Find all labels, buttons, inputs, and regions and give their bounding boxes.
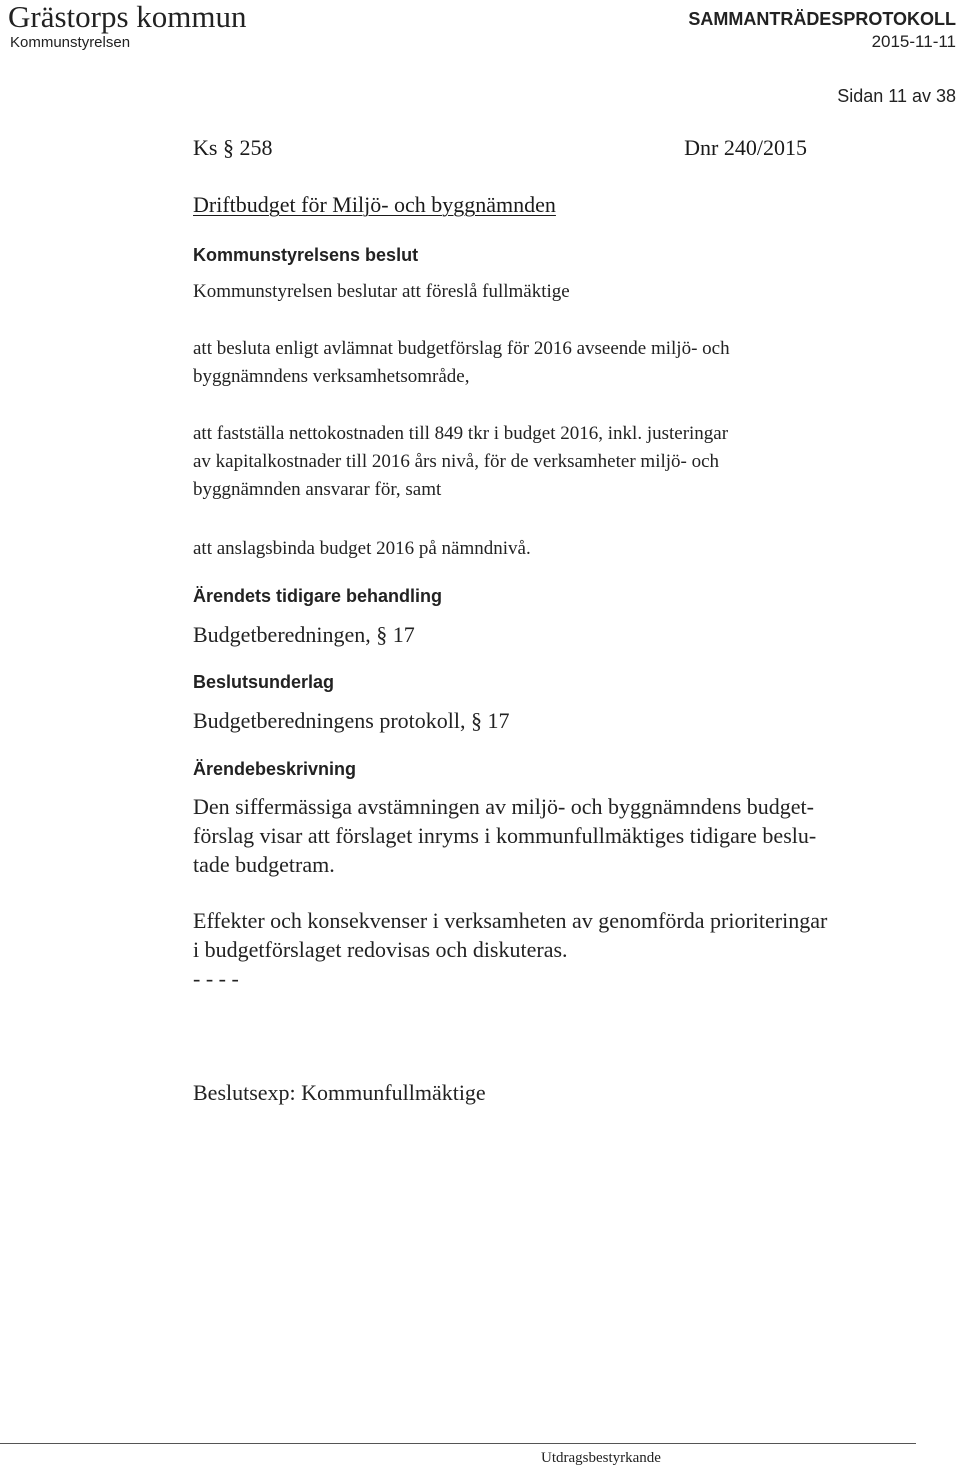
- case-number: Ks § 258: [193, 135, 273, 160]
- decision-item-line: byggnämnden ansvarar för, samt: [193, 479, 442, 500]
- decision-item: [193, 535, 913, 563]
- footer-divider: [0, 1443, 916, 1444]
- decision-item: [193, 420, 913, 504]
- document-type: SAMMANTRÄDESPROTOKOLL: [688, 9, 956, 29]
- basis-heading: Beslutsunderlag: [193, 672, 335, 692]
- decision-item-line: av kapitalkostnader till 2016 års nivå, för de verksamheter miljö- och: [193, 451, 720, 472]
- description-line: Effekter och konsekvenser i verksamheten av genomförda prioriteringar: [193, 908, 828, 933]
- separator-dashes: - - - -: [193, 966, 239, 991]
- previous-handling-heading: Ärendets tidigare behandling: [193, 586, 443, 606]
- decision-item-line: byggnämndens verksamhetsområde,: [193, 366, 470, 387]
- description-line: i budgetförslaget redovisas och diskuteras.: [193, 937, 568, 962]
- description-paragraph: [193, 906, 913, 993]
- case-subject: Driftbudget för Miljö- och byggnämnden: [193, 192, 556, 217]
- decision-item-line: att fastställa nettokostnaden till 849 tkr i budget 2016, inkl. justeringar: [193, 423, 729, 444]
- decision-heading: Kommunstyrelsens beslut: [193, 245, 419, 265]
- basis-text: Budgetberedningens protokoll, § 17: [193, 708, 510, 733]
- description-heading: Ärendebeskrivning: [193, 759, 357, 779]
- description-paragraph: [193, 792, 913, 879]
- department-name: Kommunstyrelsen: [10, 34, 131, 51]
- description-line: förslag visar att förslaget inryms i kommunfullmäktiges tidigare beslu-: [193, 823, 817, 848]
- organization-name: Grästorps kommun: [8, 0, 247, 34]
- document-date: 2015-11-11: [871, 32, 956, 51]
- decision-item-line: att anslagsbinda budget 2016 på nämndnivå.: [193, 538, 531, 559]
- decision-item-line: att besluta enligt avlämnat budgetförslag för 2016 avseende miljö- och: [193, 338, 730, 359]
- dispatch-text: Beslutsexp: Kommunfullmäktige: [193, 1080, 486, 1105]
- decision-intro: Kommunstyrelsen beslutar att föreslå fullmäktige: [193, 281, 570, 302]
- certification-label: Utdragsbestyrkande: [541, 1450, 661, 1466]
- previous-handling-text: Budgetberedningen, § 17: [193, 622, 415, 647]
- decision-item: [193, 335, 913, 391]
- description-line: Den siffermässiga avstämningen av miljö- och byggnämndens budget-: [193, 794, 814, 819]
- page-number: Sidan 11 av 38: [837, 86, 956, 106]
- diary-number: Dnr 240/2015: [684, 135, 807, 160]
- description-line: tade budgetram.: [193, 852, 335, 877]
